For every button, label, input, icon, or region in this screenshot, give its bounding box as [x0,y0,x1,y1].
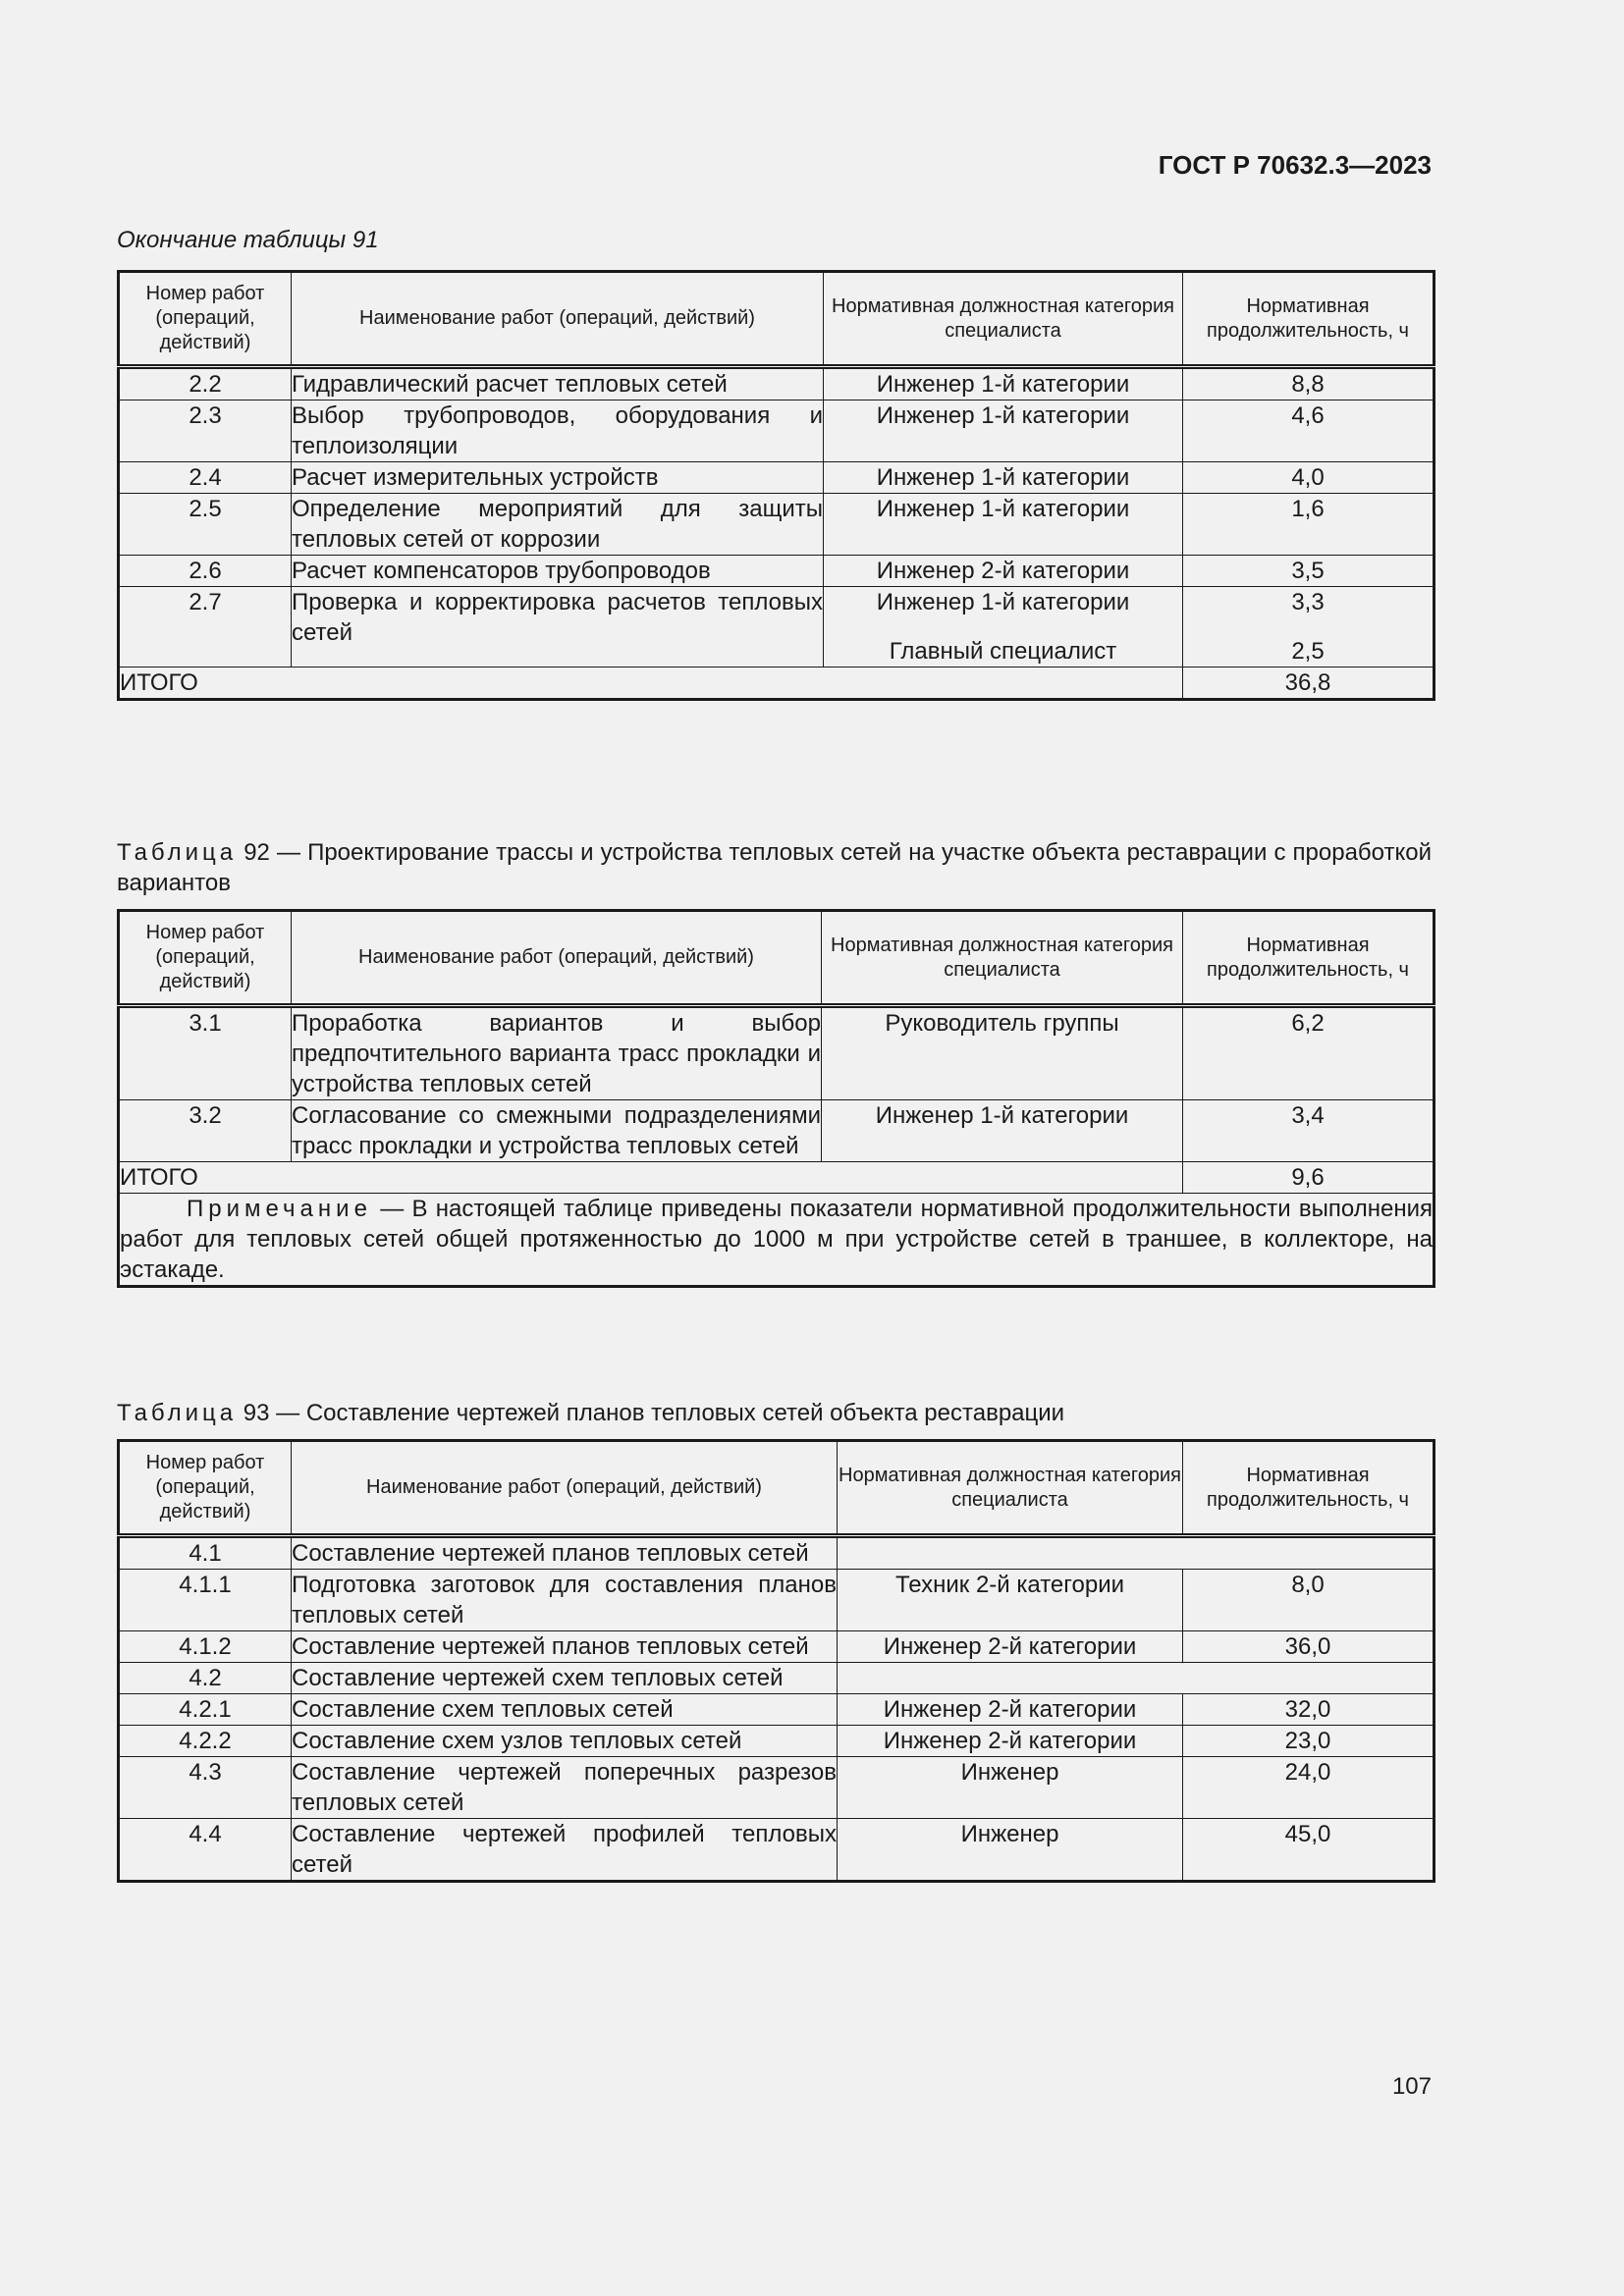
total-label: ИТОГО [119,667,1183,700]
cell-duration: 4,6 [1183,400,1435,462]
cell-category [824,587,1183,667]
caption-text: 92 — Проектирование трассы и устройства тепловых сетей на участке объекта реставрации с проработкой вариантов [117,839,1433,896]
note-text: — В настоящей таблице приведены показатели нормативной продолжительности выполнения работ для тепловых сетей общей протяженностью до 1000 м при устройстве сетей в траншее, в коллекторе, на эстакаде. [120,1196,1433,1283]
total-row [119,1162,1435,1194]
cell-category: Инженер 1-й категории [822,1100,1183,1162]
cell-category: Инженер 2-й категории [824,556,1183,587]
cell-name: Составление чертежей планов тепловых сетей [292,1536,838,1570]
cell-number: 4.2.1 [119,1694,292,1726]
duration-line: 2,5 [1291,638,1325,665]
table91-continuation-caption: Окончание таблицы 91 [117,227,379,253]
cell-duration: 24,0 [1183,1757,1435,1819]
table-91 [117,270,1435,701]
cell-category: Инженер 1-й категории [824,462,1183,494]
cell-name: Составление чертежей поперечных разрезов тепловых сетей [292,1757,838,1819]
note-prefix: Примечание [187,1196,372,1222]
cell-duration: 8,0 [1183,1570,1435,1631]
cell-number: 4.2 [119,1663,292,1694]
cell-name: Гидравлический расчет тепловых сетей [292,367,824,400]
cell-category: Инженер 1-й категории [824,494,1183,556]
table-header-row [119,911,1435,1006]
cell-name: Выбор трубопроводов, оборудования и теплоизоляции [292,400,824,462]
cell-duration: 36,0 [1183,1631,1435,1663]
table-row [119,1819,1435,1882]
table-row [119,400,1435,462]
cell-duration: 45,0 [1183,1819,1435,1882]
cell-number: 2.6 [119,556,292,587]
table-header-row [119,272,1435,367]
total-value: 36,8 [1183,667,1435,700]
column-header-name: Наименование работ (операций, действий) [292,272,824,367]
cell-duration [1183,587,1435,667]
cell-name: Согласование со смежными подразделениями трасс прокладки и устройства тепловых сетей [292,1100,822,1162]
cell-duration: 4,0 [1183,462,1435,494]
table-row [119,1726,1435,1757]
cell-number: 4.1 [119,1536,292,1570]
cell-name: Составление схем тепловых сетей [292,1694,838,1726]
table-row [119,556,1435,587]
cell-empty [838,1536,1435,1570]
column-header-category: Нормативная должностная категория специалиста [822,911,1183,1006]
column-header-name: Наименование работ (операций, действий) [292,1441,838,1536]
cell-number: 2.2 [119,367,292,400]
column-header-category: Нормативная должностная категория специалиста [824,272,1183,367]
cell-name: Составление чертежей планов тепловых сетей [292,1631,838,1663]
cell-duration: 32,0 [1183,1694,1435,1726]
cell-category: Руководитель группы [822,1006,1183,1100]
table-row [119,1757,1435,1819]
cell-name: Составление схем узлов тепловых сетей [292,1726,838,1757]
cell-duration: 1,6 [1183,494,1435,556]
cell-category: Инженер 1-й категории [824,367,1183,400]
cell-name: Проработка вариантов и выбор предпочтительного варианта трасс прокладки и устройства тепловых сетей [292,1006,822,1100]
cell-name: Определение мероприятий для защиты тепловых сетей от коррозии [292,494,824,556]
column-header-name: Наименование работ (операций, действий) [292,911,822,1006]
table-row [119,1570,1435,1631]
table-row [119,1694,1435,1726]
cell-category: Инженер [838,1757,1183,1819]
cell-number: 4.2.2 [119,1726,292,1757]
cell-name: Расчет измерительных устройств [292,462,824,494]
column-header-number: Номер работ (операций, действий) [119,911,292,1006]
duration-line: 3,3 [1291,589,1325,615]
cell-empty [838,1663,1435,1694]
cell-duration: 23,0 [1183,1726,1435,1757]
document-code: ГОСТ Р 70632.3—2023 [1158,150,1432,180]
table92-caption [117,837,1432,898]
cell-category: Инженер 1-й категории [824,400,1183,462]
cell-number: 2.5 [119,494,292,556]
cell-number: 2.4 [119,462,292,494]
cell-name: Составление чертежей профилей тепловых сетей [292,1819,838,1882]
cell-duration: 6,2 [1183,1006,1435,1100]
caption-text: 93 — Составление чертежей планов тепловых сетей объекта реставрации [243,1400,1065,1426]
cell-number: 4.1.1 [119,1570,292,1631]
cell-category: Инженер 2-й категории [838,1694,1183,1726]
cell-duration: 8,8 [1183,367,1435,400]
cell-category: Инженер 2-й категории [838,1726,1183,1757]
cell-category: Техник 2-й категории [838,1570,1183,1631]
table-row [119,462,1435,494]
cell-name: Составление чертежей схем тепловых сетей [292,1663,838,1694]
total-value: 9,6 [1183,1162,1435,1194]
column-header-category: Нормативная должностная категория специалиста [838,1441,1183,1536]
cell-category: Инженер [838,1819,1183,1882]
category-line: Главный специалист [889,638,1117,665]
cell-number: 4.1.2 [119,1631,292,1663]
table-row [119,1663,1435,1694]
table-93 [117,1439,1435,1883]
table-header-row [119,1441,1435,1536]
cell-number: 2.3 [119,400,292,462]
total-label: ИТОГО [119,1162,1183,1194]
cell-number: 3.2 [119,1100,292,1162]
caption-prefix: Таблица [117,1400,238,1426]
note-row [119,1194,1435,1287]
table-row [119,1006,1435,1100]
table-92 [117,909,1435,1288]
table-note [119,1194,1435,1287]
cell-number: 3.1 [119,1006,292,1100]
cell-duration: 3,5 [1183,556,1435,587]
cell-category: Инженер 2-й категории [838,1631,1183,1663]
column-header-number: Номер работ (операций, действий) [119,272,292,367]
column-header-duration: Нормативная продолжительность, ч [1183,911,1435,1006]
page-number: 107 [1391,2073,1432,2100]
cell-number: 4.4 [119,1819,292,1882]
category-line: Инженер 1-й категории [876,589,1130,615]
cell-duration: 3,4 [1183,1100,1435,1162]
cell-name: Подготовка заготовок для составления планов тепловых сетей [292,1570,838,1631]
cell-number: 4.3 [119,1757,292,1819]
cell-name: Проверка и корректировка расчетов тепловых сетей [292,587,824,667]
table-row [119,494,1435,556]
column-header-duration: Нормативная продолжительность, ч [1183,272,1435,367]
cell-number: 2.7 [119,587,292,667]
cell-name: Расчет компенсаторов трубопроводов [292,556,824,587]
column-header-duration: Нормативная продолжительность, ч [1183,1441,1435,1536]
table-row [119,587,1435,667]
caption-prefix: Таблица [117,839,238,866]
table-row [119,1100,1435,1162]
total-row [119,667,1435,700]
column-header-number: Номер работ (операций, действий) [119,1441,292,1536]
table93-caption [117,1398,1432,1428]
table-row [119,367,1435,400]
table-row [119,1536,1435,1570]
table-row [119,1631,1435,1663]
